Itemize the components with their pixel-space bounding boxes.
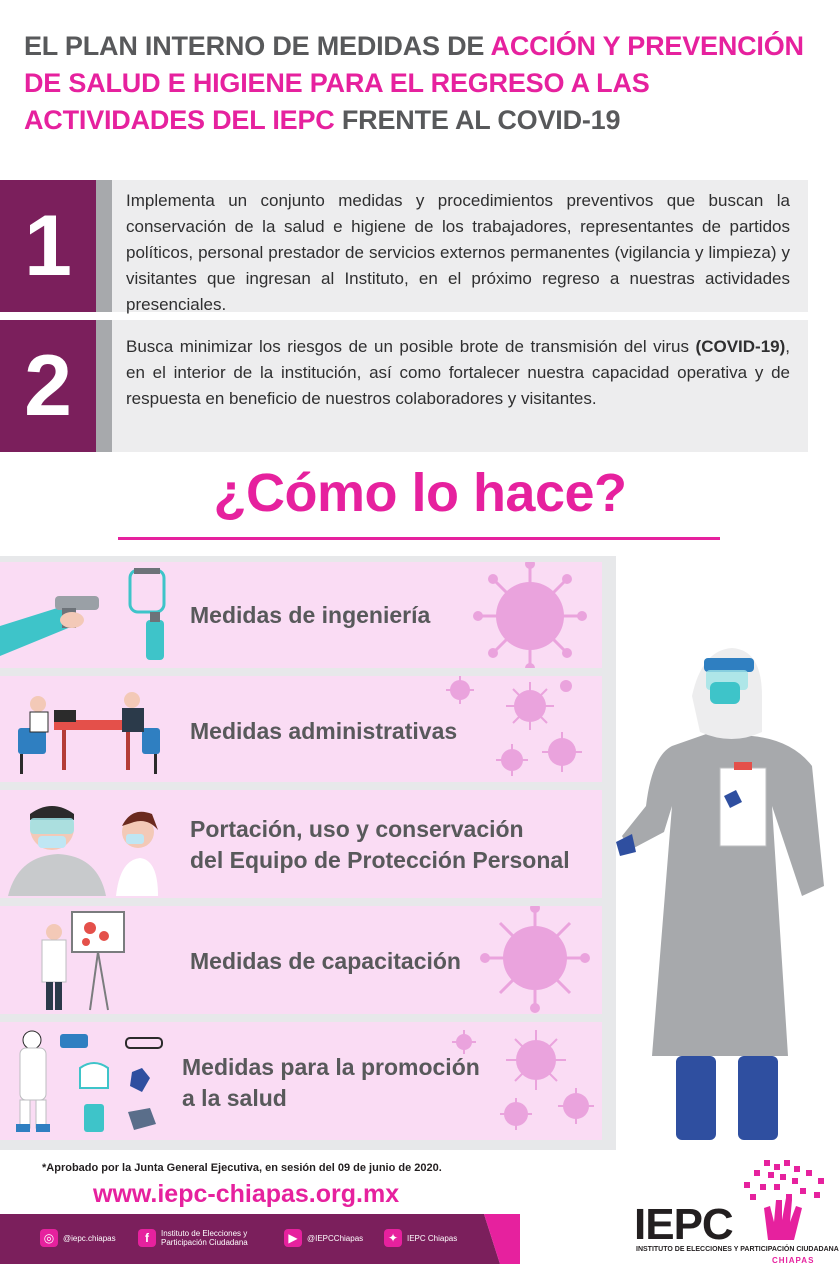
title-part-1: EL PLAN INTERNO DE MEDIDAS DE <box>24 31 491 61</box>
hand-pixel-icon <box>734 1160 834 1240</box>
point-2-text-b: , en el interior de la institución, así como fortalecer nuestra capacidad operativa y de respuesta en beneficio de nuestros colaboradores y visitantes. <box>126 337 790 408</box>
social-twitter[interactable] <box>384 1229 457 1247</box>
footnote: *Aprobado por la Junta General Ejecutiva, en sesión del 09 de junio de 2020. <box>42 1162 442 1174</box>
measure-label-ppe-line2: del Equipo de Protección Personal <box>190 847 570 873</box>
measure-row-engineering <box>0 562 602 668</box>
point-2-text-a: Busca minimizar los riesgos de un posible brote de transmisión del virus <box>126 337 696 356</box>
page-title <box>24 28 824 139</box>
measure-label-ppe-line1: Portación, uso y conservación <box>190 816 524 842</box>
virus-cluster-icon <box>436 676 596 782</box>
measure-label-health-line2: a la salud <box>182 1085 287 1111</box>
title-part-2: ACCIÓN Y PREVENCIÓN DE SALUD E HIGIENE PARA EL REGRESO A LAS ACTIVIDADES DEL IEPC <box>24 31 804 135</box>
measures-panel <box>0 556 616 1150</box>
trainer-board-illustration <box>38 910 128 1014</box>
logo-name: IEPC <box>634 1200 733 1249</box>
iepc-logo <box>634 1160 839 1270</box>
point-2-strip <box>96 320 112 452</box>
measure-row-training <box>0 906 602 1014</box>
point-2 <box>0 320 808 452</box>
office-meeting-illustration <box>14 690 164 776</box>
point-1-strip <box>96 180 112 312</box>
measure-row-health-promotion <box>0 1022 602 1140</box>
point-2-text <box>126 334 790 412</box>
social-twitter-line1: IEPC Chiapas <box>407 1233 458 1243</box>
facebook-icon: f <box>138 1229 156 1247</box>
youtube-icon: ▶ <box>284 1229 302 1247</box>
ppe-items-illustration <box>10 1028 170 1136</box>
logo-institute: INSTITUTO DE ELECCIONES Y PARTICIPACIÓN CIUDADANA <box>636 1246 839 1253</box>
point-1 <box>0 180 808 312</box>
thermometer-gun-illustration <box>0 566 175 666</box>
social-youtube[interactable] <box>284 1229 363 1247</box>
how-heading: ¿Cómo lo hace? <box>213 463 627 523</box>
measure-label-engineering: Medidas de ingeniería <box>190 602 431 628</box>
social-facebook[interactable] <box>138 1229 248 1247</box>
point-1-number: 1 <box>24 197 72 294</box>
measure-label-ppe <box>190 814 570 876</box>
measure-label-training: Medidas de capacitación <box>190 948 461 974</box>
doctor-ppe-illustration <box>612 636 840 1156</box>
social-youtube-line1: @IEPCChiapas <box>307 1233 364 1243</box>
point-2-number: 2 <box>24 337 72 434</box>
social-instagram-label <box>63 1234 116 1243</box>
website-link[interactable]: www.iepc-chiapas.org.mx <box>93 1180 400 1208</box>
social-facebook-line2: Participación Ciudadana <box>161 1238 248 1247</box>
instagram-icon: ◎ <box>40 1229 58 1247</box>
measure-row-administrative <box>0 676 602 782</box>
logo-state: CHIAPAS <box>772 1256 815 1265</box>
measure-label-health-promotion <box>182 1052 480 1114</box>
social-twitter-label <box>407 1234 457 1243</box>
virus-icon <box>470 906 600 1014</box>
social-facebook-label <box>161 1229 248 1247</box>
measure-row-ppe <box>0 790 602 898</box>
social-facebook-line1: Instituto de Elecciones y <box>161 1229 248 1238</box>
measure-label-health-line1: Medidas para la promoción <box>182 1054 480 1080</box>
point-1-text: Implementa un conjunto medidas y procedimientos preventivos que buscan la conservación de la salud e higiene de los trabajadores, representantes de partidos políticos, personal prestador de servicios externos permanentes (vigilancia y limpieza) y visitantes que ingresan al Instituto, en el próximo regreso a nuestras actividades presenciales. <box>126 191 790 314</box>
twitter-icon: ✦ <box>384 1229 402 1247</box>
title-part-3: FRENTE AL COVID-19 <box>334 105 621 135</box>
measure-label-administrative: Medidas administrativas <box>190 718 458 744</box>
social-instagram-line1: @iepc.chiapas <box>63 1233 116 1243</box>
point-2-text-bold: (COVID-19) <box>695 337 786 356</box>
social-youtube-label <box>307 1234 363 1243</box>
how-underline <box>118 537 720 540</box>
virus-icon <box>460 562 600 668</box>
ppe-people-illustration <box>8 796 168 896</box>
social-instagram[interactable] <box>40 1229 116 1247</box>
